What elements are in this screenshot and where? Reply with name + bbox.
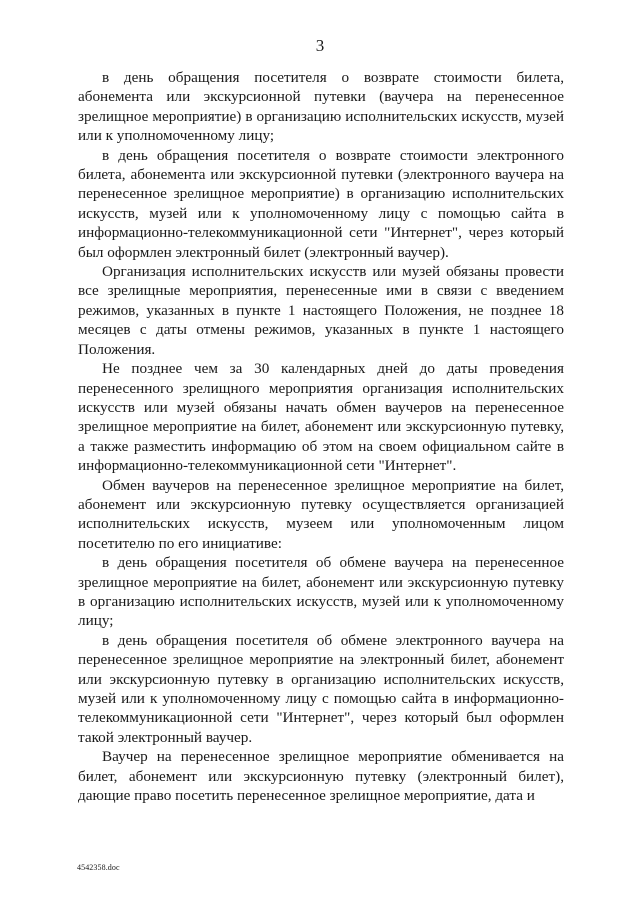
paragraph-exchange-voucher: в день обращения посетителя об обмене ваучера на перенесенное зрелищное мероприятие на билет, абонемент или экскурсионную путевку в организацию исполнительских искусств, музей или к уполномоченному лицу; [78,554,564,630]
paragraph-voucher-exchange-rights: Ваучер на перенесенное зрелищное мероприятие обменивается на билет, абонемент или экскурсионную путевку (электронный билет), дающие право посетить перенесенное зрелищное мероприятие, дата и [78,748,564,805]
paragraph-exchange-procedure: Обмен ваучеров на перенесенное зрелищное мероприятие на билет, абонемент или экскурсионную путевку осуществляется организацией исполнительских искусств, музеем или уполномоченным лицом посетителю по его инициативе: [78,476,564,552]
document-body [78,68,564,805]
paragraph-exchange-electronic-voucher: в день обращения посетителя об обмене электронного ваучера на перенесенное зрелищное мероприятие на электронный билет, абонемент или экскурсионную путевку в организацию исполнительских искусств, музей или к уполномоченному лицу с помощью сайта в информационно-телекоммуникационной сети "Интернет", через который был оформлен такой электронный ваучер. [78,631,564,746]
paragraph-event-deadline: Организация исполнительских искусств или музей обязаны провести все зрелищные мероприятия, перенесенные ими в связи с введением режимов, указанных в пункте 1 настоящего Положения, не позднее 18 месяцев с даты отмены режимов, указанных в пункте 1 настоящего Положения. [78,263,564,358]
page-number: 3 [315,36,325,55]
paragraph-exchange-start: Не позднее чем за 30 календарных дней до даты проведения перенесенного зрелищного мероприятия организация исполнительских искусств или музей обязаны начать обмен ваучеров на перенесенное зрелищное мероприятие на билет, абонемент или экскурсионную путевку, а также разместить информацию об этом на своем официальном сайте в информационно-телекоммуникационной сети "Интернет". [78,360,564,475]
footer-file-code: 4542358.doc [77,863,120,872]
paragraph-refund-ticket: в день обращения посетителя о возврате стоимости билета, абонемента или экскурсионной путевки (ваучера на перенесенное зрелищное мероприятие) в организацию исполнительских искусств, музей или к уполномоченному лицу; [78,69,564,145]
paragraph-refund-electronic-ticket: в день обращения посетителя о возврате стоимости электронного билета, абонемента или экскурсионной путевки (электронного ваучера на перенесенное зрелищное мероприятие) в организацию исполнительских искусств, музей или к уполномоченному лицу с помощью сайта в информационно-телекоммуникационной сети "Интернет", через который был оформлен электронный билет (электронный ваучер). [78,146,564,261]
